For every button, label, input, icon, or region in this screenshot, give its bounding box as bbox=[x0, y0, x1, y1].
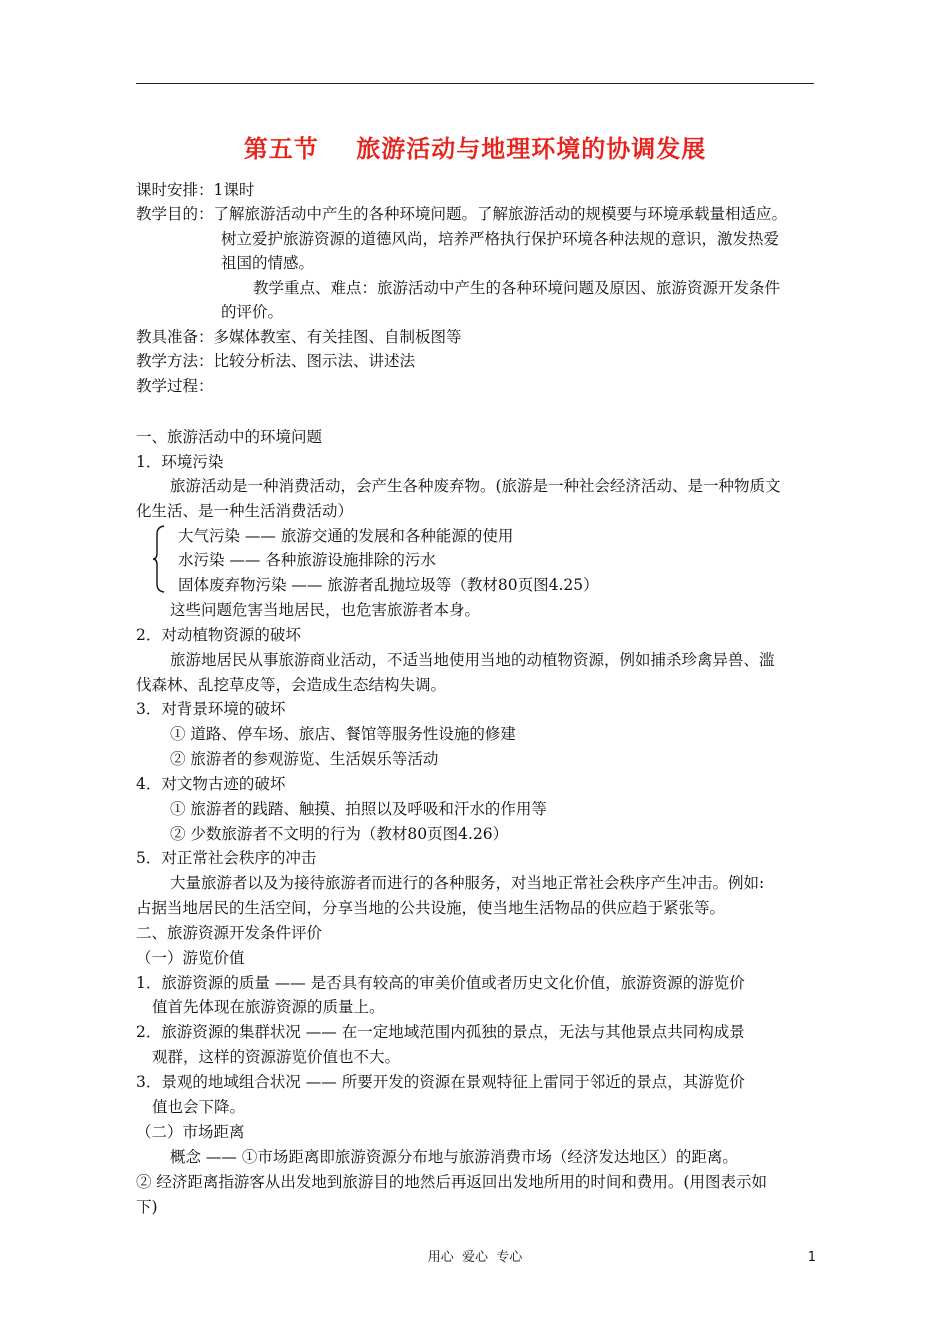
item3-point-1: ① 道路、停车场、旅店、餐馆等服务性设施的修建 bbox=[170, 725, 516, 743]
pollution-solid-waste: 固体废弃物污染 —— 旅游者乱抛垃圾等（教材80页图4.25） bbox=[178, 576, 599, 594]
sub1-item-2: 2．旅游资源的集群状况 —— 在一定地域范围内孤独的景点，无法与其他景点共同构成景 bbox=[136, 1023, 745, 1041]
item1-heading: 1．环境污染 bbox=[136, 453, 224, 471]
teaching-process: 教学过程： bbox=[136, 377, 214, 395]
sub2-heading: （二）市场距离 bbox=[136, 1123, 245, 1141]
teaching-aids: 教具准备：多媒体教室、有关挂图、自制板图等 bbox=[136, 328, 462, 346]
teaching-objective-cont-1: 树立爱护旅游资源的道德风尚，培养严格执行保护环境各种法规的意识，激发热爱 bbox=[221, 230, 780, 248]
teaching-objective-cont-2: 祖国的情感。 bbox=[221, 254, 315, 272]
sub1-item-3: 3．景观的地域组合状况 —— 所要开发的资源在景观特征上雷同于邻近的景点，其游览价 bbox=[136, 1073, 745, 1091]
page-number: 1 bbox=[807, 1250, 816, 1265]
left-brace bbox=[152, 524, 166, 594]
teaching-objective: 教学目的：了解旅游活动中产生的各种环境问题。了解旅游活动的规模要与环境承载量相适应。 bbox=[136, 205, 788, 223]
key-points-cont: 的评价。 bbox=[221, 303, 284, 321]
page-title: 第五节 旅游活动与地理环境的协调发展 bbox=[243, 135, 707, 163]
item3-heading: 3．对背景环境的破坏 bbox=[136, 700, 286, 718]
key-points: 教学重点、难点：旅游活动中产生的各种环境问题及原因、旅游资源开发条件 bbox=[253, 279, 781, 297]
item5-paragraph-line-2: 占据当地居民的生活空间，分享当地的公共设施，使当地生活物品的供应趋于紧张等。 bbox=[136, 899, 726, 917]
sub1-item-1: 1．旅游资源的质量 —— 是否具有较高的审美价值或者历史文化价值，旅游资源的游览价 bbox=[136, 974, 745, 992]
footer-motto: 用心 爱心 专心 bbox=[427, 1250, 523, 1265]
section1-heading: 一、旅游活动中的环境问题 bbox=[136, 428, 323, 446]
item2-paragraph-line-2: 伐森林、乱挖草皮等，会造成生态结构失调。 bbox=[136, 676, 447, 694]
header-rule bbox=[136, 83, 814, 84]
item5-paragraph-line-1: 大量旅游者以及为接待旅游者而进行的各种服务，对当地正常社会秩序产生冲击。例如: bbox=[170, 874, 765, 892]
sub2-concept: 概念 —— ①市场距离即旅游资源分布地与旅游消费市场（经济发达地区）的距离。 bbox=[170, 1148, 738, 1166]
section2-heading: 二、旅游资源开发条件评价 bbox=[136, 924, 323, 942]
sub1-heading: （一）游览价值 bbox=[136, 949, 245, 967]
item5-heading: 5．对正常社会秩序的冲击 bbox=[136, 849, 317, 867]
item4-point-1: ① 旅游者的践踏、触摸、拍照以及呼吸和汗水的作用等 bbox=[170, 800, 547, 818]
class-hours: 课时安排：1课时 bbox=[136, 181, 255, 199]
item3-point-2: ② 旅游者的参观游览、生活娱乐等活动 bbox=[170, 750, 439, 768]
teaching-methods: 教学方法：比较分析法、图示法、讲述法 bbox=[136, 352, 416, 370]
pollution-water: 水污染 —— 各种旅游设施排除的污水 bbox=[178, 551, 436, 569]
item2-heading: 2．对动植物资源的破坏 bbox=[136, 626, 301, 644]
item2-paragraph-line-1: 旅游地居民从事旅游商业活动，不适当地使用当地的动植物资源，例如捕杀珍禽异兽、滥 bbox=[170, 651, 775, 669]
sub2-economic-distance: ② 经济距离指游客从出发地到旅游目的地然后再返回出发地所用的时间和费用。(用图表示如 bbox=[136, 1173, 767, 1191]
sub1-item-2-cont: 观群，这样的资源游览价值也不大。 bbox=[152, 1048, 401, 1066]
item4-point-2: ② 少数旅游者不文明的行为（教材80页图4.26） bbox=[170, 825, 509, 843]
pollution-air: 大气污染 —— 旅游交通的发展和各种能源的使用 bbox=[178, 527, 514, 545]
sub2-economic-distance-cont: 下) bbox=[136, 1198, 158, 1216]
sub1-item-3-cont: 值也会下降。 bbox=[152, 1098, 246, 1116]
item1-note: 这些问题危害当地居民，也危害旅游者本身。 bbox=[170, 601, 481, 619]
sub1-item-1-cont: 值首先体现在旅游资源的质量上。 bbox=[152, 998, 385, 1016]
item1-paragraph-line-1: 旅游活动是一种消费活动，会产生各种废弃物。(旅游是一种社会经济活动、是一种物质文 bbox=[170, 477, 781, 495]
item1-paragraph-line-2: 化生活、是一种生活消费活动） bbox=[136, 502, 354, 520]
item4-heading: 4．对文物古迹的破坏 bbox=[136, 775, 286, 793]
